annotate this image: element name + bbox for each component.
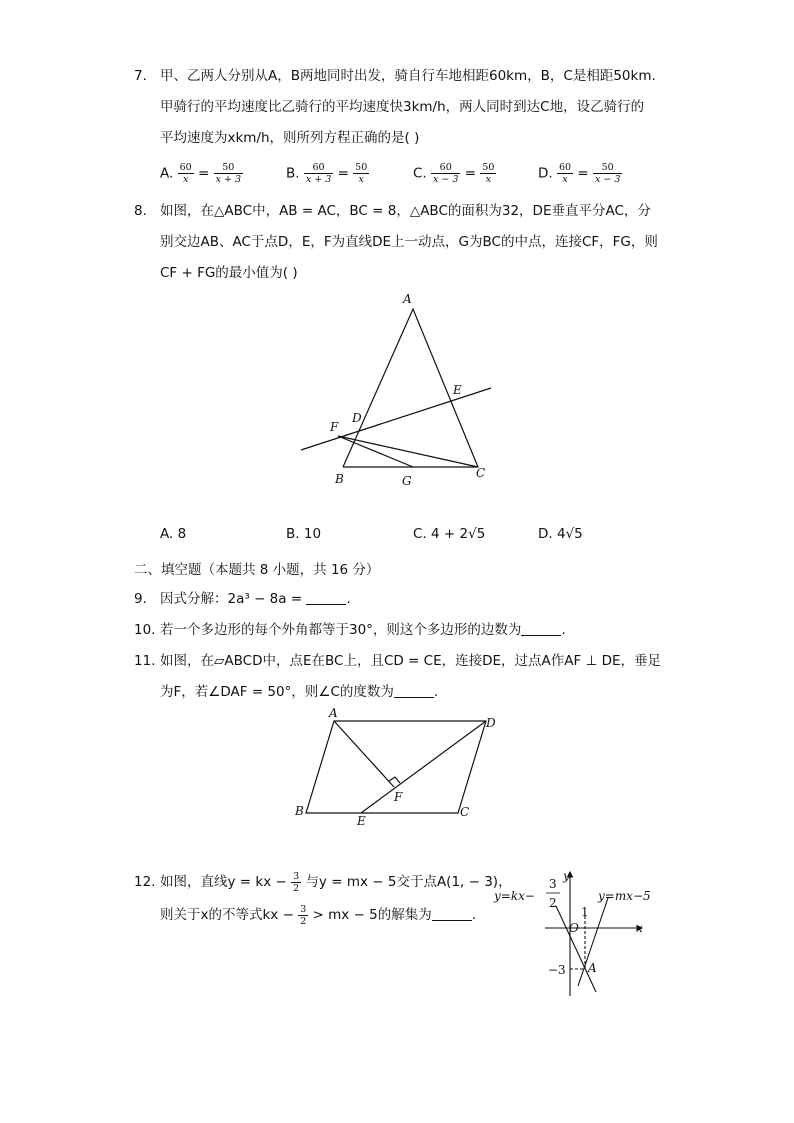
label-e: E [357,814,366,828]
option-c[interactable]: C. $\frac{60}{x - 3}$ = $\frac{50}{x}$ [413,162,495,185]
fraction: $\frac{3}{2}$ [293,870,300,894]
answer-blank[interactable] [521,621,561,636]
question-text-line: 别交边AB、AC于点D，E，F为直线DE上一动点，G为BC的中点，连接CF，FG，则 [160,234,658,250]
answer-blank[interactable] [394,683,434,698]
label-c: C [460,805,470,819]
question-text-line: CF + FG的最小值为( ) [160,265,298,281]
label-a: A [329,706,338,720]
fraction: $\frac{50}{x}$ [355,162,368,185]
origin-label: O [569,921,579,935]
question-text-line: 甲骑行的平均速度比乙骑行的平均速度快3km/h，两人同时到达C地，设乙骑行的 [160,99,645,115]
triangle-figure [295,288,505,493]
label-f: F [394,790,403,804]
question-text-line: 如图，在△ABC中，AB = AC，BC = 8，△ABC的面积为32，DE垂直平分AC，分 [160,203,651,219]
parallelogram-figure [290,703,510,828]
question-text-line: 甲、乙两人分别从A，B两地同时出发，骑自行车地相距60km，B，C是相距50km. [160,68,656,84]
label-d: D [486,716,496,730]
question-8 [134,196,674,289]
coordinate-graph [490,868,670,1003]
label-g: G [402,474,412,488]
question-number: 8. [134,203,147,219]
label-line-k: y=kx− [494,889,535,903]
q8-options [160,526,680,546]
option-b[interactable]: B. 10 [286,526,322,542]
line-y-kx [556,906,596,992]
label-b: B [335,472,344,486]
question-text-line: 平均速度为xkm/h，则所列方程正确的是( ) [160,130,420,146]
option-d[interactable]: D. 4√5 [538,526,583,542]
fraction: $\frac{50}{x - 3}$ [594,162,621,185]
tick-1: 1 [581,905,589,919]
fraction: $\frac{50}{x + 3}$ [215,162,241,185]
question-12: 12. 如图，直线y = kx − $\frac{3}{2}$ 与y = mx − 5交于点A(1, − 3)， 则关于x的不等式kx − $\frac{3}{2}$ > mx − 5的解集为 . [134,867,514,933]
question-number: 11. [134,653,156,669]
question-number: 12. [134,874,156,890]
x-axis-label: x [636,921,643,935]
fraction: $\frac{60}{x}$ [179,162,192,185]
segment-cf [338,436,478,467]
option-c[interactable]: C. 4 + 2√5 [413,526,486,542]
q7-options [160,162,680,186]
svg-text:2: 2 [549,896,557,910]
tick-neg3: −3 [548,963,566,977]
question-11: 11. 如图，在▱ABCD中，点E在BC上，且CD = CE，连接DE，过点A作AF ⊥ DE，垂足 为F，若∠DAF = 50°，则∠C的度数为 . [134,646,674,708]
point-a-label: A [588,961,597,975]
question-text-line: 如图，在▱ABCD中，点E在BC上，且CD = CE，连接DE，过点A作AF ⊥ DE，垂足 [160,653,662,669]
label-b: B [295,804,304,818]
fraction: $\frac{50}{x}$ [482,162,495,185]
option-a[interactable]: A. $\frac{60}{x}$ = $\frac{50}{x + 3}$ [160,162,241,185]
fraction: $\frac{60}{x + 3}$ [305,162,332,185]
answer-blank[interactable] [432,906,472,921]
question-7 [134,61,674,154]
option-a[interactable]: A. 8 [160,526,187,542]
option-d[interactable]: D. $\frac{60}{x}$ = $\frac{50}{x - 3}$ [538,162,621,185]
fraction: $\frac{60}{x}$ [558,162,572,185]
label-a: A [403,292,412,306]
segment-de [361,721,486,813]
label-e: E [453,383,462,397]
line-de [301,388,491,450]
right-angle-mark [389,777,400,783]
question-number: 10. [134,622,156,638]
y-axis-label: y [563,869,570,883]
label-c: C [476,466,486,480]
option-b[interactable]: B. $\frac{60}{x + 3}$ = $\frac{50}{x}$ [286,162,368,185]
question-9: 9. 因式分解：2a³ − 8a = . [134,584,674,615]
segment-af [334,721,394,787]
question-10: 10. 若一个多边形的每个外角都等于30°，则这个多边形的边数为 . [134,615,674,646]
question-number: 7. [134,68,147,84]
svg-text:3: 3 [549,877,557,891]
answer-blank[interactable] [306,590,346,605]
label-f: F [330,420,339,434]
question-number: 9. [134,591,147,607]
label-line-m: y=mx−5 [598,889,651,903]
fraction: $\frac{60}{x - 3}$ [433,162,459,185]
section-heading: 二、填空题（本题共 8 小题，共 16 分） [134,562,380,578]
fraction: $\frac{3}{2}$ [300,903,307,927]
label-d: D [352,411,362,425]
